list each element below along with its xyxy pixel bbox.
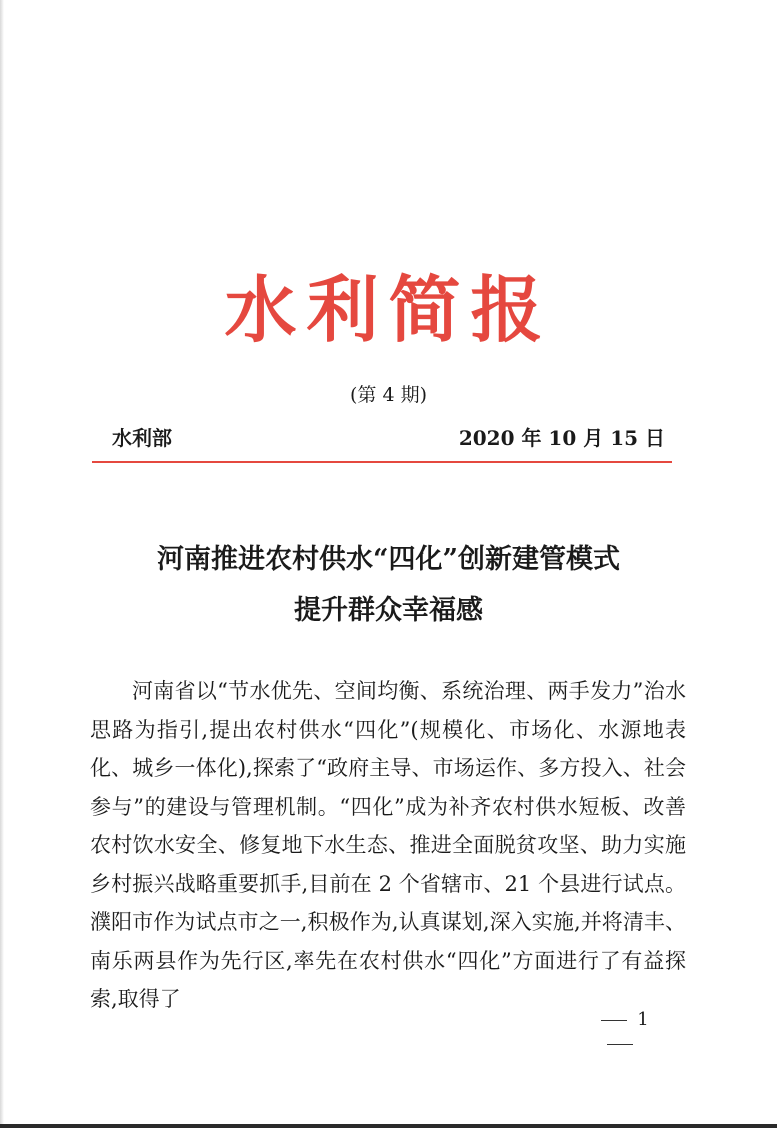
page-dash-right [607,1044,633,1045]
issuer-name: 水利部 [112,426,172,450]
page-dash-left [601,1020,627,1021]
page-footer [570,1008,670,1056]
issue-date: 2020 年 10 月 15 日 [458,426,665,450]
article-paragraph: 河南省以“节水优先、空间均衡、系统治理、两手发力”治水思路为指引,提出农村供水“四化”(规模化、市场化、水源地表化、城乡一体化),探索了“政府主导、市场运作、多方投入、社会参与”的建设与管理机制。“四化”成为补齐农村供水短板、改善农村饮水安全、修复地下水生态、推进全面脱贫攻坚、助力实施乡村振兴战略重要抓手,目前在 2 个省辖市、21 个县进行试点。濮阳市作为试点市之一,积极作为,认真谋划,深入实施,并将清丰、南乐两县作为先行区,率先在农村供水“四化”方面进行了有益探索,取得了 [90,679,686,1011]
masthead-title: 水利简报 [224,268,553,352]
page-number: 1 [637,1009,649,1030]
article-title-line-1: 河南推进农村供水“四化”创新建管模式 [156,544,621,575]
article-title-line-2: 提升群众幸福感 [294,595,483,626]
scan-edge-bottom [0,1124,777,1128]
issue-number: (第 4 期) [350,384,427,406]
masthead-divider [92,461,672,463]
